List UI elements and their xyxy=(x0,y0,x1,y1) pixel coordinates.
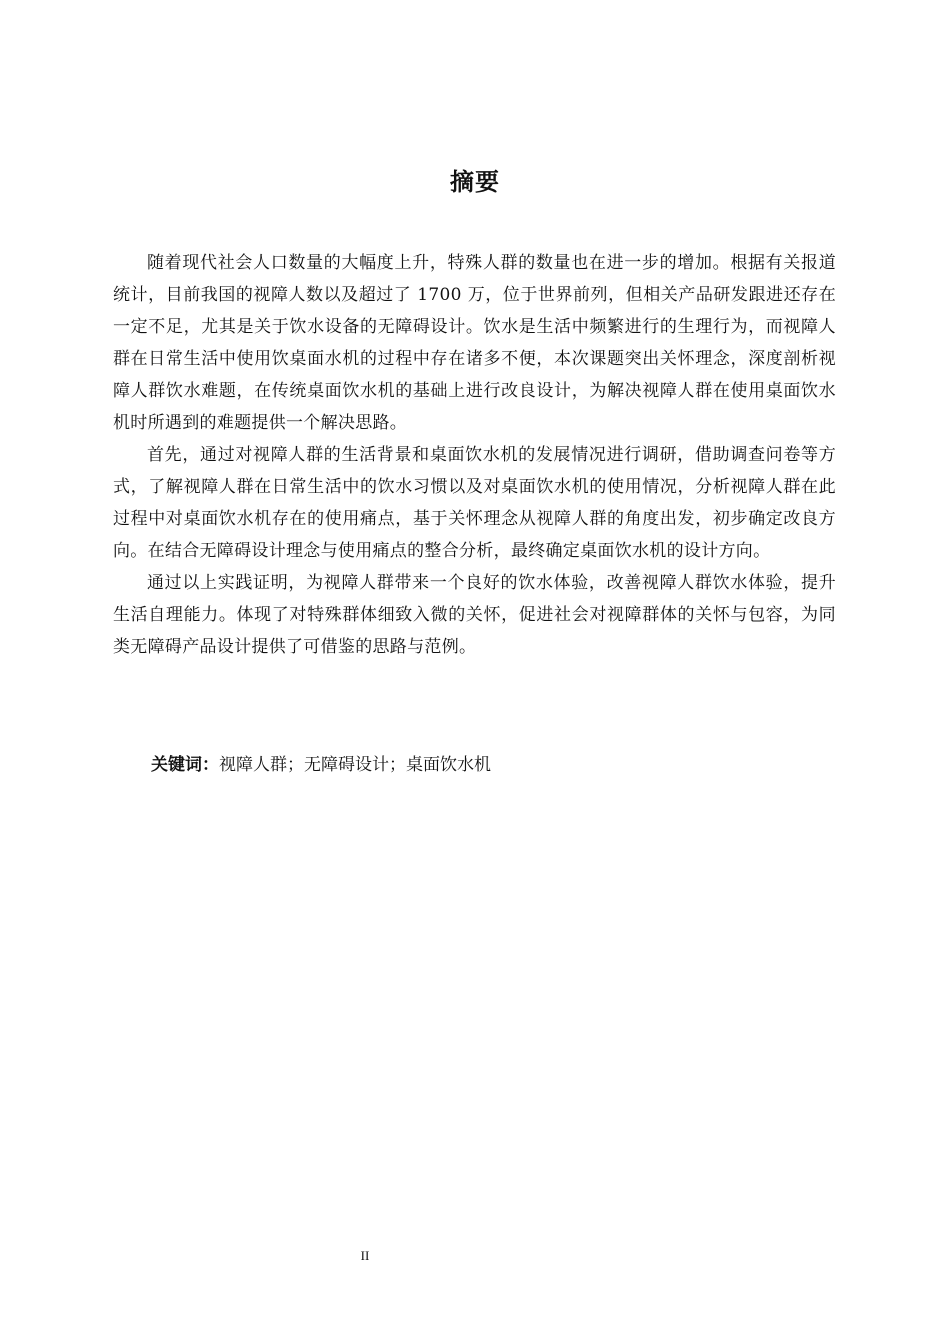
abstract-paragraph-2: 首先，通过对视障人群的生活背景和桌面饮水机的发展情况进行调研，借助调查问卷等方式，了解视障人群在日常生活中的饮水习惯以及对桌面饮水机的使用情况，分析视障人群在此过程中对桌面饮水机存在的使用痛点，基于关怀理念从视障人群的角度出发，初步确定改良方向。在结合无障碍设计理念与使用痛点的整合分析，最终确定桌面饮水机的设计方向。 xyxy=(113,445,836,561)
keywords-text: 视障人群；无障碍设计；桌面饮水机 xyxy=(219,755,491,775)
abstract-paragraph-1: 随着现代社会人口数量的大幅度上升，特殊人群的数量也在进一步的增加。根据有关报道统计，目前我国的视障人数以及超过了 1700 万，位于世界前列，但相关产品研发跟进还存在一定不足，尤其是关于饮水设备的无障碍设计。饮水是生活中频繁进行的生理行为，而视障人群在日常生活中使用饮桌面水机的过程中存在诸多不便，本次课题突出关怀理念，深度剖析视障人群饮水难题，在传统桌面饮水机的基础上进行改良设计，为解决视障人群在使用桌面饮水机时所遇到的难题提供一个解决思路。 xyxy=(113,253,836,433)
page-title: 摘要 xyxy=(450,168,500,196)
page-number: II xyxy=(360,1248,370,1263)
abstract-body xyxy=(113,247,836,663)
abstract-paragraph-3: 通过以上实践证明，为视障人群带来一个良好的饮水体验，改善视障人群饮水体验，提升生活自理能力。体现了对特殊群体细致入微的关怀，促进社会对视障群体的关怀与包容，为同类无障碍产品设计提供了可借鉴的思路与范例。 xyxy=(113,573,836,657)
keywords-label: 关键词： xyxy=(151,755,219,775)
keywords-line xyxy=(151,751,491,779)
